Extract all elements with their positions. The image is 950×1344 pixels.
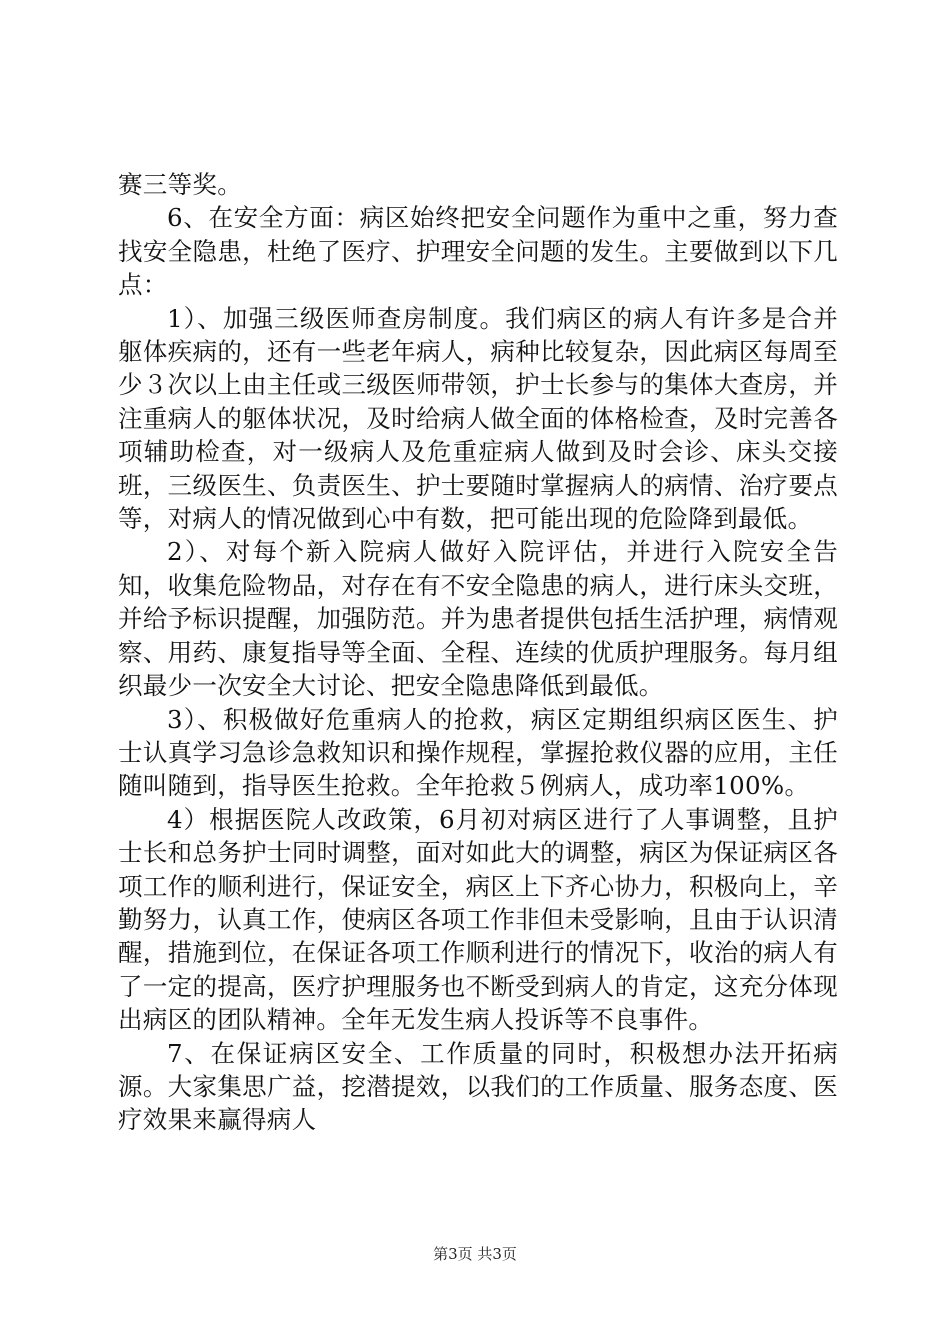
page-number-footer: 第3页 共3页 [433,1245,517,1263]
paragraph-patient-sources: 7、在保证病区安全、工作质量的同时，积极想办法开拓病源。大家集思广益，挖潜提效，以我们的工作质量、服务态度、医疗效果来赢得病人 [118,1038,838,1135]
document-body [118,168,838,1137]
paragraph-safety-overview: 6、在安全方面：病区始终把安全问题作为重中之重，努力查找安全隐患，杜绝了医疗、护理安全问题的发生。主要做到以下几点： [118,203,838,300]
paragraph-ward-rounds: 1）、加强三级医师查房制度。我们病区的病人有许多是合并躯体疾病的，还有一些老年病人，病种比较复杂，因此病区每周至少３次以上由主任或三级医师带领，护士长参与的集体大查房，并注重病人的躯体状况，及时给病人做全面的体格检查，及时完善各项辅助检查，对一级病人及危重症病人做到及时会诊、床头交接班，三级医生、负责医生、护士要随时掌握病人的病情、治疗要点等，对病人的情况做到心中有数，把可能出现的危险降到最低。 [118,303,838,534]
paragraph-critical-rescue: 3）、积极做好危重病人的抢救，病区定期组织病区医生、护士认真学习急诊急救知识和操作规程，掌握抢救仪器的应用，主任随叫随到，指导医生抢救。全年抢救５例病人，成功率100%。 [118,704,838,801]
paragraph-personnel-adjustment: 4）根据医院人改政策，6月初对病区进行了人事调整，且护士长和总务护士同时调整，面对如此大的调整，病区为保证病区各项工作的顺利进行，保证安全，病区上下齐心协力，积极向上，辛勤努力，认真工作，使病区各项工作非但未受影响，且由于认识清醒，措施到位，在保证各项工作顺利进行的情况下，收治的病人有了一定的提高，医疗护理服务也不断受到病人的肯定，这充分体现出病区的团队精神。全年无发生病人投诉等不良事件。 [118,804,838,1035]
paragraph-continuation: 赛三等奖。 [118,170,242,199]
paragraph-admission-assessment: 2）、对每个新入院病人做好入院评估，并进行入院安全告知，收集危险物品，对存在有不安全隐患的病人，进行床头交班，并给予标识提醒，加强防范。并为患者提供包括生活护理，病情观察、用药、康复指导等全面、全程、连续的优质护理服务。每月组织最少一次安全大讨论、把安全隐患降低到最低。 [118,537,838,701]
